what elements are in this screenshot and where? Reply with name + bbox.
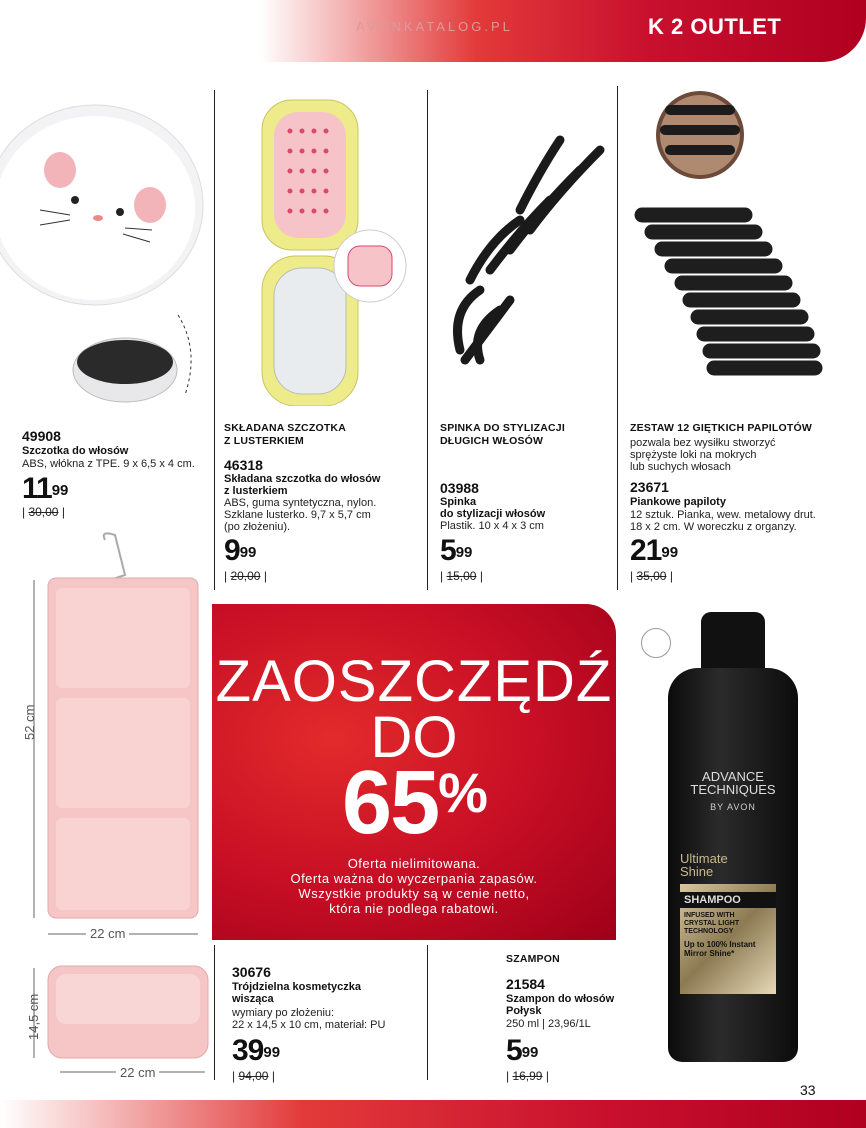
category-heading: SKŁADANA SZCZOTKA Z LUSTERKIEM	[224, 422, 347, 447]
product-intro: pozwala bez wysiłku stworzyć sprężyste loki na mokrych lub suchych włosach	[630, 437, 776, 473]
product-name: Szczotka do włosów	[22, 445, 129, 457]
bottle-claim: Up to 100% Instant Mirror Shine*	[684, 940, 756, 958]
old-price: | 16,99 |	[506, 1069, 549, 1083]
price: $39^{99}$	[232, 1034, 281, 1067]
price: $21^{99}$	[630, 534, 679, 567]
product-code: 30676	[232, 964, 271, 980]
shampoo-bottle	[668, 612, 798, 1062]
product-code: 46318	[224, 457, 263, 473]
bottle-byline: BY AVON	[710, 802, 756, 812]
divider	[427, 90, 428, 590]
divider	[214, 945, 215, 1080]
bottle-label	[680, 884, 776, 994]
product-name: Składana szczotka do włosów z lusterkiem	[224, 473, 381, 497]
product-code: 49908	[22, 428, 61, 444]
category-heading: ZESTAW 12 GIĘTKICH PAPILOTÓW	[630, 422, 812, 434]
catalog-url[interactable]: AVONKATALOG.PL	[356, 19, 513, 34]
bottle-brand: ADVANCE TECHNIQUES	[690, 769, 776, 797]
product-desc: ABS, włókna z TPE. 9 x 6,5 x 4 cm.	[22, 458, 195, 470]
divider	[427, 945, 428, 1080]
promo-discount: 65%	[342, 753, 486, 853]
hanging-bag-image	[20, 530, 210, 950]
promo-headline: ZAOSZCZĘDŹ	[215, 649, 613, 714]
dimension-label: 14,5 cm	[26, 993, 41, 1040]
old-price: | 35,00 |	[630, 569, 673, 583]
section-title: K 2 OUTLET	[648, 14, 782, 39]
price: $11^{99}$	[22, 472, 69, 505]
product-code: 03988	[440, 480, 479, 496]
price: $5^{99}$	[440, 534, 473, 567]
old-price: | 20,00 |	[224, 569, 267, 583]
bottle-line: Ultimate Shine	[680, 851, 728, 879]
promo-headline: DO	[370, 705, 458, 770]
folded-pouch-image	[20, 960, 210, 1085]
divider	[214, 90, 215, 590]
dimension-label: 52 cm	[22, 704, 37, 740]
hair-icon	[641, 628, 671, 658]
product-name: Spinka do stylizacji włosów	[440, 496, 546, 520]
product-name: Piankowe papiloty	[630, 496, 726, 508]
category-heading: SPINKA DO STYLIZACJI DŁUGICH WŁOSÓW	[440, 422, 565, 447]
page-number: 33	[800, 1082, 816, 1098]
footer-band	[0, 1100, 866, 1128]
price: $9^{99}$	[224, 534, 257, 567]
product-code: 21584	[506, 976, 545, 992]
old-price: | 94,00 |	[232, 1069, 275, 1083]
promo-note: Oferta nielimitowana. Oferta ważna do wyczerpania zapasów. Wszystkie produkty są w cenie netto, która nie podlega rabatowi.	[290, 856, 538, 916]
foam-rollers-image	[630, 90, 830, 390]
bottle-tech: INFUSED WITH CRYSTAL LIGHT TECHNOLOGY	[684, 912, 740, 935]
product-desc: wymiary po złożeniu: 22 x 14,5 x 10 cm, materiał: PU	[232, 1007, 386, 1031]
promo-banner	[212, 604, 616, 940]
hair-clip-image	[440, 130, 610, 380]
price: $5^{99}$	[506, 1034, 539, 1067]
product-code: 23671	[630, 479, 669, 495]
product-desc: Plastik. 10 x 4 x 3 cm	[440, 520, 544, 532]
product-name: Trójdzielna kosmetyczka wisząca	[232, 981, 361, 1005]
category-heading: SZAMPON	[506, 953, 560, 965]
mouse-brush-image	[0, 100, 210, 410]
bottle-cap	[701, 612, 765, 674]
dimension-label: 22 cm	[116, 1065, 159, 1080]
folding-brush-image	[250, 96, 415, 406]
product-desc: ABS, guma syntetyczna, nylon. Szklane lusterko. 9,7 x 5,7 cm (po złożeniu).	[224, 497, 377, 533]
old-price: | 30,00 |	[22, 505, 65, 519]
old-price: | 15,00 |	[440, 569, 483, 583]
dimension-label: 22 cm	[86, 926, 129, 941]
bottle-label-title: SHAMPOO	[680, 892, 776, 908]
product-desc: 250 ml | 23,96/1L	[506, 1018, 591, 1030]
product-desc: 12 sztuk. Pianka, wew. metalowy drut. 18 x 2 cm. W woreczku z organzy.	[630, 509, 816, 533]
product-name: Szampon do włosów Połysk	[506, 993, 615, 1017]
divider	[617, 86, 618, 590]
